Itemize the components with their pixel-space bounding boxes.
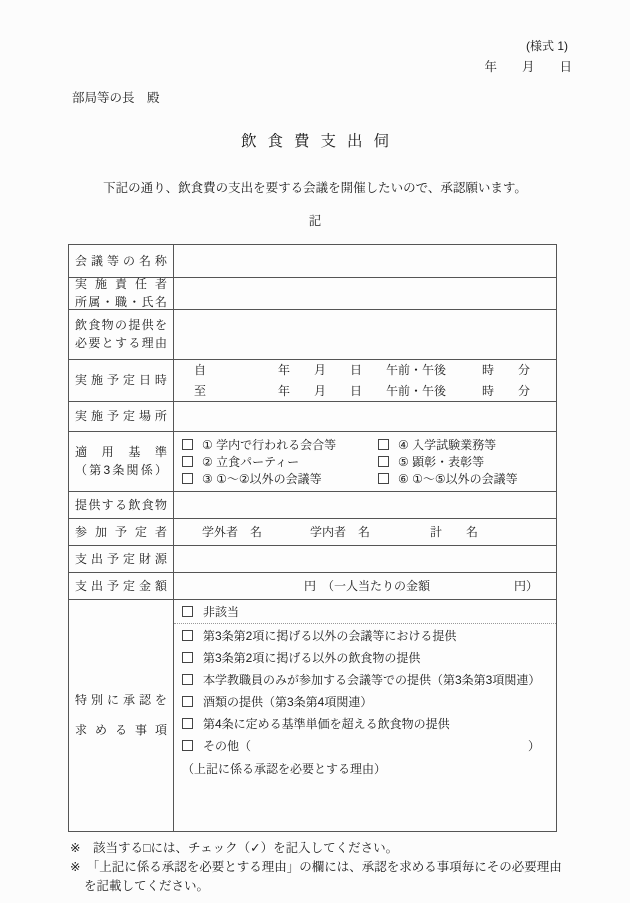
criteria-option-2 bbox=[182, 453, 378, 470]
special-reason-field[interactable] bbox=[174, 780, 556, 831]
checkbox-icon[interactable] bbox=[378, 473, 389, 484]
meeting-name-field[interactable] bbox=[174, 245, 556, 277]
table-row-participants bbox=[69, 518, 556, 545]
checkbox-label: 酒類の提供（第3条第4項関連） bbox=[203, 694, 373, 709]
checkbox-icon[interactable] bbox=[182, 456, 193, 467]
row-label bbox=[69, 310, 174, 359]
special-option-other bbox=[174, 734, 556, 756]
row-label-text: 実 施 予 定 場 所 bbox=[75, 409, 167, 423]
checkbox-icon[interactable] bbox=[182, 439, 193, 450]
row-label-text: 所 属 ・ 職 ・ 氏 名 bbox=[75, 295, 167, 309]
row-label bbox=[69, 573, 174, 599]
checkbox-icon[interactable] bbox=[182, 606, 193, 617]
row-label-text: 提 供 す る 飲 食 物 bbox=[75, 497, 167, 512]
footnote-check-instruction: ※ 該当する□には、チェック（✓）を記入してください。 bbox=[70, 841, 399, 855]
row-label-text: 必 要 と す る 理 由 bbox=[75, 336, 167, 350]
table-row-food bbox=[69, 491, 556, 518]
row-label bbox=[69, 432, 174, 491]
checkbox-icon[interactable] bbox=[182, 473, 193, 484]
row-label-text: （ 第 3 条 関 係 ） bbox=[75, 463, 167, 477]
responsible-field[interactable] bbox=[174, 278, 556, 309]
table-row-responsible bbox=[69, 277, 556, 309]
participants-field[interactable]: 学外者 名 学内者 名 計 名 bbox=[202, 524, 479, 539]
table-row-place bbox=[69, 401, 556, 431]
checkbox-label: その他（ bbox=[203, 738, 252, 753]
checkbox-icon[interactable] bbox=[378, 456, 389, 467]
other-close-paren: ） bbox=[527, 738, 540, 753]
table-row-amount bbox=[69, 572, 556, 599]
criteria-option-4 bbox=[378, 436, 556, 453]
row-label bbox=[69, 546, 174, 572]
table-row-datetime bbox=[69, 359, 556, 401]
special-reason-caption: （上記に係る承認を必要とする理由） bbox=[182, 761, 387, 776]
checkbox-label: ④ 入学試験業務等 bbox=[398, 438, 497, 452]
special-option-1 bbox=[174, 624, 556, 646]
criteria-option-5 bbox=[378, 453, 556, 470]
amount-field[interactable]: 円 （一人当たりの金額 円） bbox=[304, 578, 539, 593]
food-field[interactable] bbox=[174, 492, 556, 518]
checkbox-label: 非該当 bbox=[203, 605, 240, 619]
table-row-reason bbox=[69, 309, 556, 359]
addressee: 部局等の長 殿 bbox=[72, 91, 160, 105]
special-option-na bbox=[174, 600, 556, 624]
row-label bbox=[69, 600, 174, 831]
checkbox-icon[interactable] bbox=[182, 652, 193, 663]
checkbox-label: 第4条に定める基準単価を超える飲食物の提供 bbox=[203, 716, 450, 731]
special-approval-options bbox=[174, 600, 556, 831]
row-label-text: 支 出 予 定 金 額 bbox=[75, 578, 167, 593]
checkbox-label: ① 学内で行われる会合等 bbox=[202, 438, 337, 452]
record-mark: 記 bbox=[308, 214, 322, 228]
checkbox-label: 第3条第2項に掲げる以外の飲食物の提供 bbox=[203, 650, 421, 665]
checkbox-label: ⑤ 顕彰・表彰等 bbox=[398, 455, 485, 469]
datetime-field[interactable] bbox=[174, 360, 556, 401]
checkbox-icon[interactable] bbox=[378, 439, 389, 450]
row-label bbox=[69, 402, 174, 431]
criteria-right-column bbox=[378, 436, 556, 487]
table-row-criteria bbox=[69, 431, 556, 491]
place-field[interactable] bbox=[174, 402, 556, 431]
form-code: (様式 1) bbox=[525, 39, 568, 53]
row-label bbox=[69, 519, 174, 545]
special-option-2 bbox=[174, 646, 556, 668]
reason-field[interactable] bbox=[174, 310, 556, 359]
special-option-3 bbox=[174, 668, 556, 690]
datetime-to-line: 至 年 月 日 午前・午後 時 分 bbox=[194, 383, 531, 398]
checkbox-label: ② 立食パーティー bbox=[202, 455, 300, 469]
row-label bbox=[69, 360, 174, 401]
checkbox-label: ③ ①～②以外の会議等 bbox=[202, 472, 322, 486]
row-label-text: 参 加 予 定 者 bbox=[75, 524, 167, 539]
table-row-special-approval bbox=[69, 599, 556, 831]
special-option-5 bbox=[174, 712, 556, 734]
criteria-option-3 bbox=[182, 470, 378, 487]
date-line: 年 月 日 bbox=[484, 60, 572, 74]
footnotes bbox=[70, 839, 570, 895]
row-label bbox=[69, 492, 174, 518]
row-label-text: 特 別 に 承 認 を bbox=[75, 693, 167, 707]
checkbox-icon[interactable] bbox=[182, 630, 193, 641]
checkbox-icon[interactable] bbox=[182, 696, 193, 707]
row-label-text: 適 用 基 準 bbox=[75, 445, 167, 459]
form-table bbox=[68, 244, 557, 832]
fund-field[interactable] bbox=[174, 546, 556, 572]
special-option-4 bbox=[174, 690, 556, 712]
checkbox-icon[interactable] bbox=[182, 740, 193, 751]
row-label bbox=[69, 245, 174, 277]
row-label-text: 求 め る 事 項 bbox=[75, 723, 167, 737]
row-label-text: 実 施 予 定 日 時 bbox=[75, 373, 167, 387]
datetime-from-line: 自 年 月 日 午前・午後 時 分 bbox=[194, 362, 531, 377]
table-row-meeting-name bbox=[69, 245, 556, 277]
row-label-text: 会 議 等 の 名 称 bbox=[75, 253, 167, 268]
checkbox-label: ⑥ ①～⑤以外の会議等 bbox=[398, 472, 518, 486]
checkbox-icon[interactable] bbox=[182, 674, 193, 685]
intro-text: 下記の通り、飲食費の支出を要する会議を開催したいので、承認願います。 bbox=[103, 181, 527, 195]
checkbox-label: 本学教職員のみが参加する会議等での提供（第3条第3項関連） bbox=[203, 672, 541, 687]
footnote-reason-instruction: ※ 「上記に係る承認を必要とする理由」の欄には、承認を求める事項毎にその必要理由を記載してください。 bbox=[70, 859, 562, 893]
row-label-text: 実 施 責 任 者 bbox=[75, 277, 167, 291]
page-title: 飲食費支出伺 bbox=[240, 133, 400, 150]
criteria-options bbox=[174, 432, 556, 491]
criteria-option-1 bbox=[182, 436, 378, 453]
checkbox-label: 第3条第2項に掲げる以外の会議等における提供 bbox=[203, 628, 457, 643]
row-label-text: 飲 食 物 の 提 供 を bbox=[75, 318, 167, 332]
row-label-text: 支 出 予 定 財 源 bbox=[75, 551, 167, 566]
table-row-fund bbox=[69, 545, 556, 572]
criteria-option-6 bbox=[378, 470, 556, 487]
criteria-left-column bbox=[182, 436, 378, 487]
row-label bbox=[69, 278, 174, 309]
checkbox-icon[interactable] bbox=[182, 718, 193, 729]
